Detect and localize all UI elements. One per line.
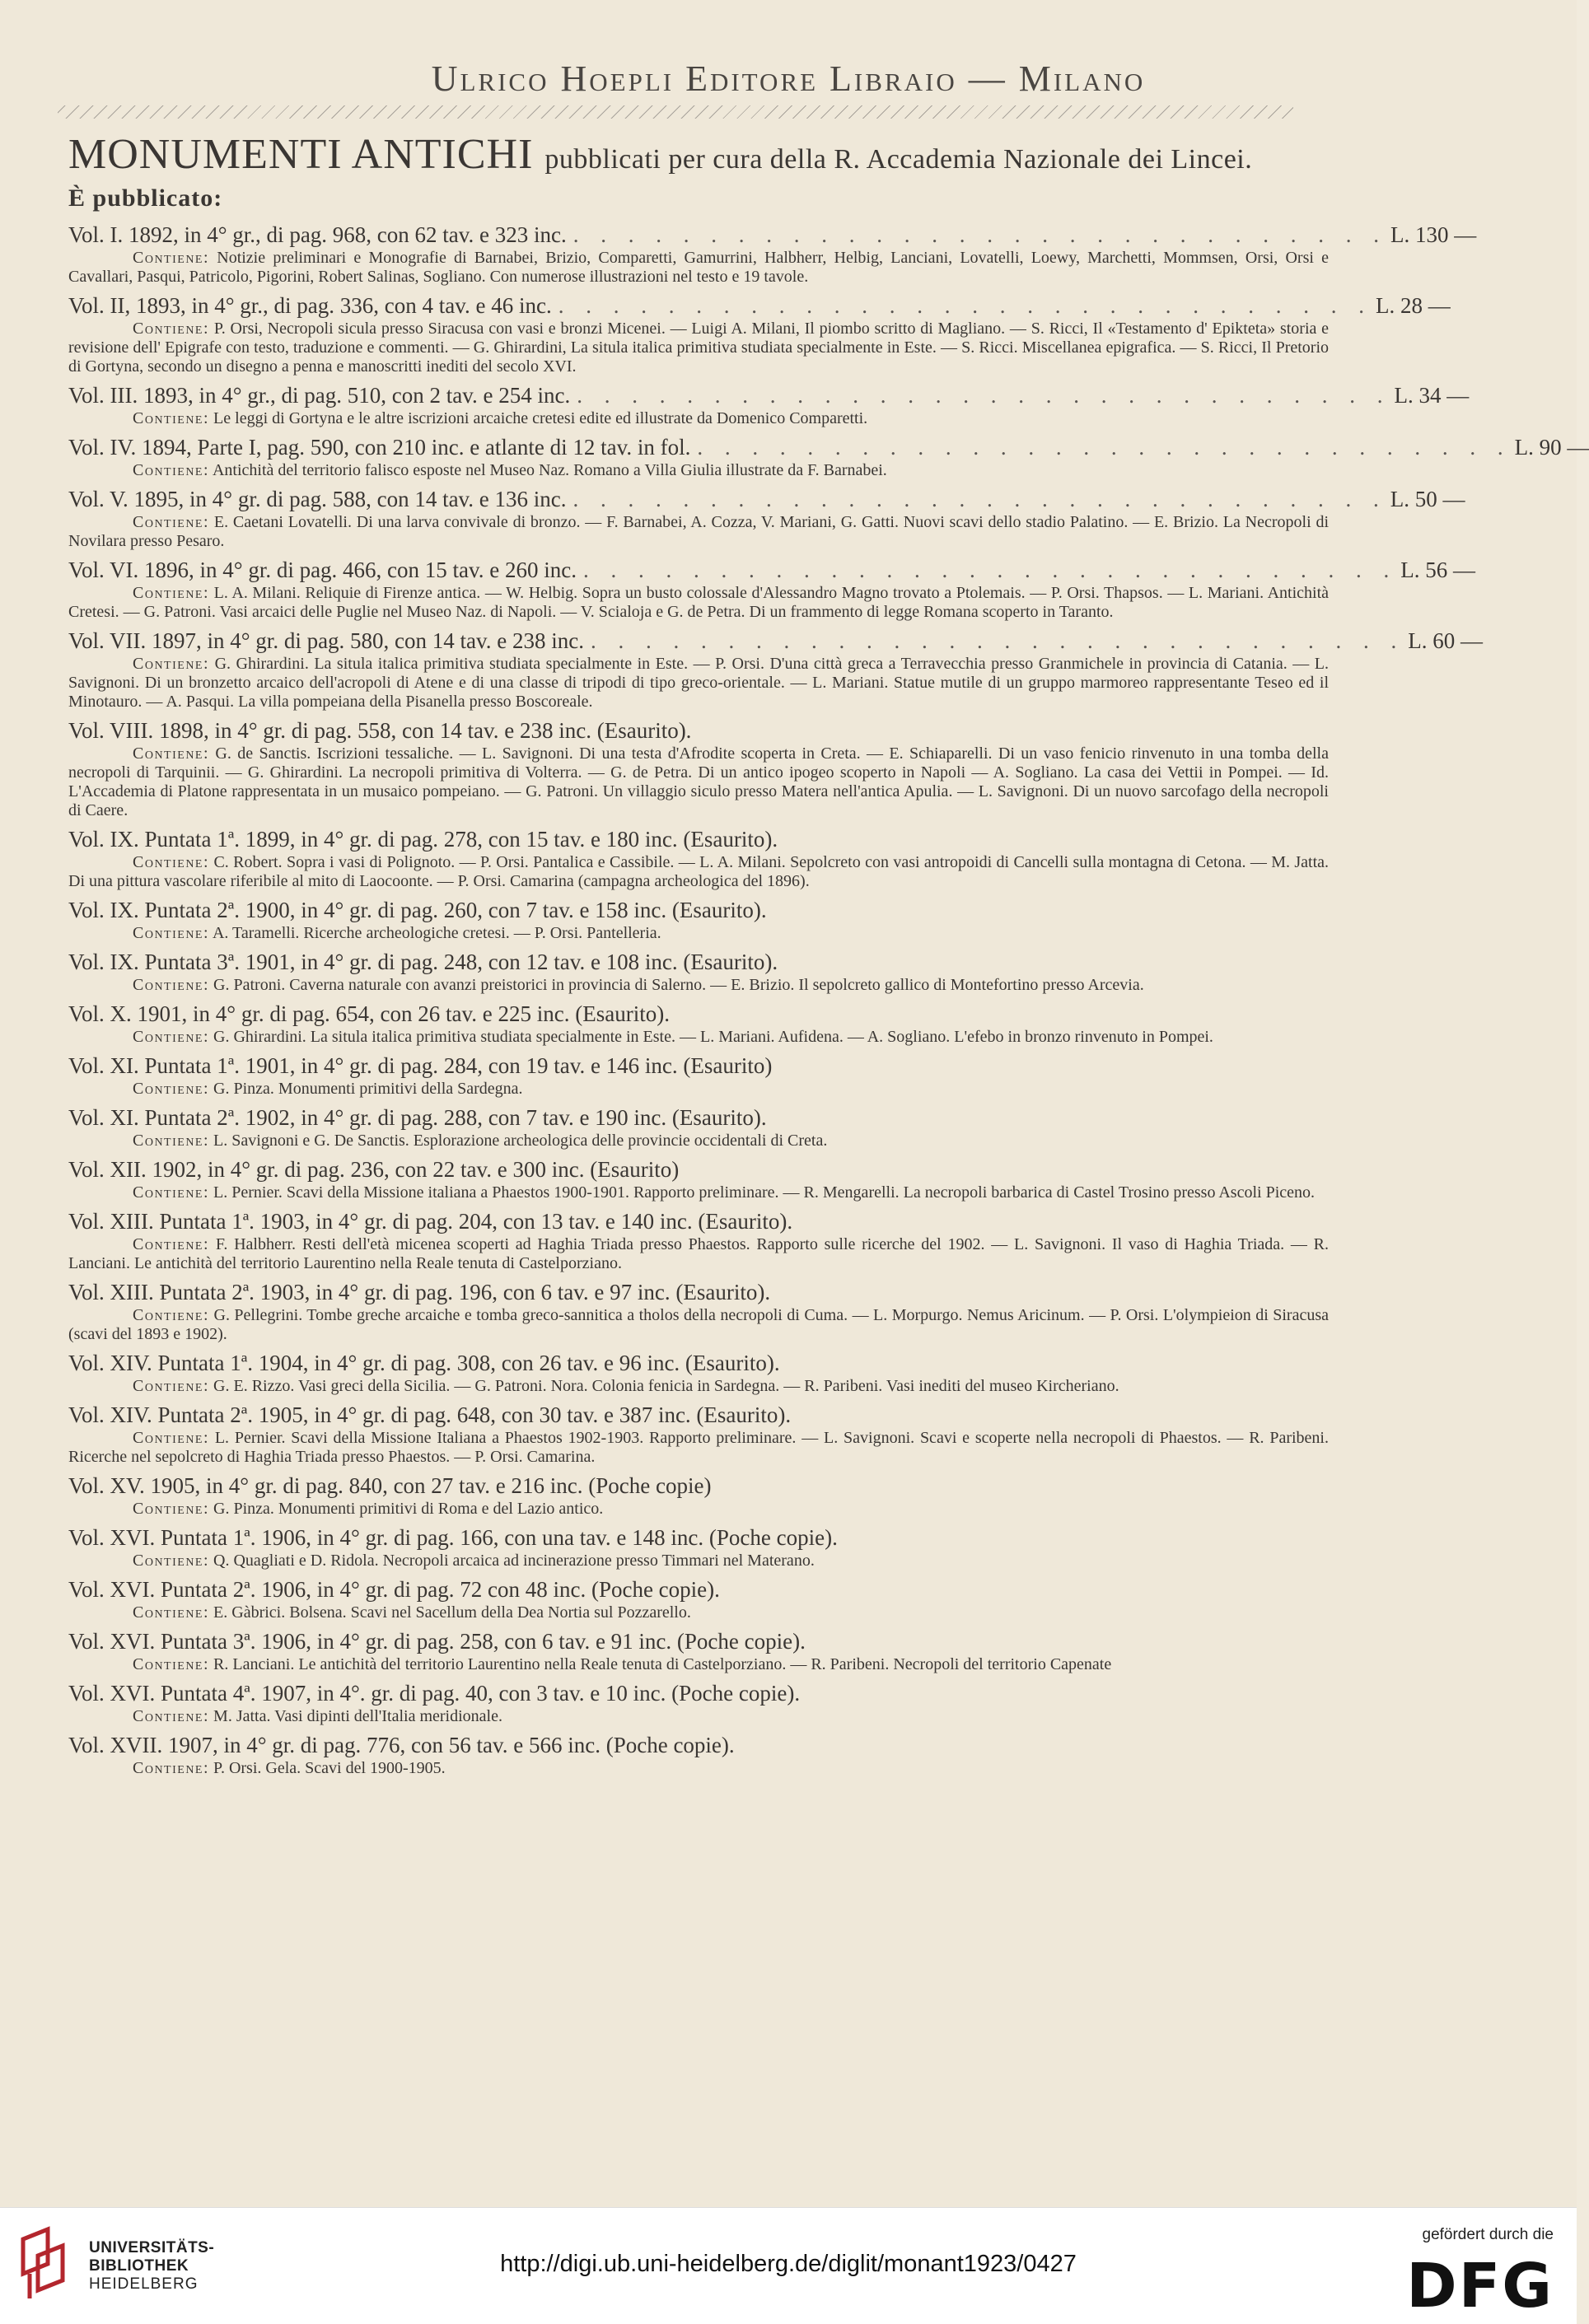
volume-entry — [68, 896, 1329, 943]
volume-entry — [68, 825, 1329, 891]
volume-entry — [68, 1524, 1329, 1570]
volume-description: Vol. XIII. Puntata 1ª. 1903, in 4° gr. di pag. 204, con 13 tav. e 140 inc. (Esaurito). — [68, 1209, 793, 1234]
contents-label: Contiene: — [133, 1552, 210, 1570]
contents-label: Contiene: — [133, 655, 210, 673]
volume-line — [68, 1052, 1329, 1080]
contents-label: Contiene: — [133, 1429, 210, 1447]
contents-text: L. Savignoni e G. De Sanctis. Esplorazione archeologica delle provincie occidentali di Creta. — [213, 1132, 828, 1150]
leader-dots: . . . . . . . . . . . . . . . . . . . . . . . . . . . . . . — [590, 628, 1405, 653]
volume-entry — [68, 1155, 1329, 1202]
volume-description: Vol. XI. Puntata 2ª. 1902, in 4° gr. di pag. 288, con 7 tav. e 190 inc. (Esaurito). — [68, 1105, 767, 1130]
volume-line — [68, 1104, 1329, 1132]
volume-description: Vol. XI. Puntata 1ª. 1901, in 4° gr. di pag. 284, con 19 tav. e 146 inc. (Esaurito) — [68, 1053, 773, 1078]
volume-description: Vol. III. 1893, in 4° gr., di pag. 510, con 2 tav. e 254 inc. — [68, 383, 571, 408]
volume-contents — [68, 1377, 1329, 1396]
volume-contents — [68, 1306, 1329, 1344]
contents-label: Contiene: — [133, 924, 210, 942]
title-main: MONUMENTI ANTICHI — [68, 131, 534, 178]
volume-contents — [68, 655, 1329, 712]
volume-description: Vol. XVI. Puntata 4ª. 1907, in 4°. gr. di pag. 40, con 3 tav. e 10 inc. (Poche copie). — [68, 1681, 801, 1706]
volume-contents — [68, 1429, 1329, 1467]
volume-price: L. 50 — — [1390, 487, 1465, 511]
contents-text: M. Jatta. Vasi dipinti dell'Italia meridionale. — [213, 1707, 502, 1725]
volume-contents — [68, 1707, 1329, 1726]
volume-contents — [68, 1603, 1329, 1622]
contents-text: F. Halbherr. Resti dell'età micenea scoperti ad Haghia Triada presso Phaestos. Rapporto sulle ricerche del 1902. — L. Savignoni. Il vaso di Haghia Triada. — R. Lanciani. Le antichità del territorio Laurentino nella Reale tenuta di Castelporziano. — [68, 1235, 1330, 1272]
volume-entry — [68, 1731, 1329, 1778]
volume-entry — [68, 221, 1477, 287]
contents-text: Le leggi di Gortyna e le altre iscrizioni arcaiche cretesi edite ed illustrate da Domenico Comparetti. — [213, 409, 868, 427]
volume-entry — [68, 716, 1329, 820]
volume-line — [68, 1679, 1329, 1707]
publisher-header: Ulrico Hoepli Editore Libraio — Milano — [431, 58, 1146, 99]
contents-label: Contiene: — [133, 976, 210, 994]
volume-contents — [68, 1080, 1329, 1099]
volume-line — [68, 221, 1477, 249]
contents-text: P. Orsi. Gela. Scavi del 1900-1905. — [213, 1759, 446, 1777]
contents-label: Contiene: — [133, 584, 210, 602]
volume-price: L. 28 — — [1375, 293, 1451, 318]
volume-line — [68, 1627, 1329, 1655]
volume-contents — [68, 1132, 1329, 1150]
volume-price: L. 130 — — [1390, 222, 1477, 247]
volume-description: Vol. XVI. Puntata 1ª. 1906, in 4° gr. di pag. 166, con una tav. e 148 inc. (Poche copie). — [68, 1525, 838, 1550]
volume-description: Vol. X. 1901, in 4° gr. di pag. 654, con 26 tav. e 225 inc. (Esaurito). — [68, 1001, 670, 1026]
volume-description: Vol. XVII. 1907, in 4° gr. di pag. 776, con 56 tav. e 566 inc. (Poche copie). — [68, 1733, 735, 1757]
dfg-logo: DFG — [1406, 2251, 1554, 2322]
contents-text: P. Orsi, Necropoli sicula presso Siracusa con vasi e bronzi Micenei. — Luigi A. Milani, Il piombo scritto di Magliano. — S. Ricci, Il «Testamento d' Epikteta» storia e revisione dell' Epigrafe con testo, traduzione e commenti. — G. Ghirardini, La situla italica primitiva studiata specialmente in Este. — S. Ricci. Miscellanea epigrafica. — S. Ricci, Il Pretorio di Gortyna, secondo un disegno a penna e manoscritti inediti del secolo XVI. — [68, 320, 1330, 376]
leader-dots: . . . . . . . . . . . . . . . . . . . . . . . . . . . . . . — [697, 435, 1512, 460]
volume-entry — [68, 1679, 1329, 1726]
volume-entry — [68, 1104, 1329, 1150]
contents-text: G. Patroni. Caverna naturale con avanzi preistorici in provincia di Salerno. — E. Brizio. Il sepolcreto gallico di Montefortino presso Arcevia. — [213, 976, 1144, 994]
volume-contents — [68, 1235, 1329, 1273]
contents-label: Contiene: — [133, 1132, 210, 1150]
funded-by-text: gefördert durch die — [1422, 2226, 1554, 2243]
volume-line — [68, 1000, 1329, 1028]
volume-contents — [68, 1655, 1329, 1674]
contents-text: A. Taramelli. Ricerche archeologiche cretesi. — P. Orsi. Pantelleria. — [212, 924, 661, 942]
contents-label: Contiene: — [133, 1603, 210, 1622]
volume-line — [68, 556, 1475, 584]
volume-entry — [68, 1575, 1329, 1622]
volume-line — [68, 1349, 1329, 1377]
contents-label: Contiene: — [133, 461, 210, 479]
page-title — [68, 130, 1252, 179]
contents-label: Contiene: — [133, 853, 210, 871]
volume-line — [68, 485, 1465, 513]
volume-line — [68, 433, 1589, 461]
volume-contents — [68, 853, 1329, 891]
contents-text: Q. Quagliati e D. Ridola. Necropoli arcaica ad incinerazione presso Timmari nel Materano. — [213, 1552, 815, 1570]
volume-description: Vol. I. 1892, in 4° gr., di pag. 968, con 62 tav. e 323 inc. — [68, 222, 567, 247]
volume-contents — [68, 320, 1329, 376]
volume-description: Vol. IX. Puntata 2ª. 1900, in 4° gr. di pag. 260, con 7 tav. e 158 inc. (Esaurito). — [68, 898, 767, 922]
volume-entry — [68, 556, 1475, 622]
volume-description: Vol. XIV. Puntata 1ª. 1904, in 4° gr. di pag. 308, con 26 tav. e 96 inc. (Esaurito). — [68, 1351, 780, 1375]
volume-entry — [68, 433, 1589, 480]
leader-dots: . . . . . . . . . . . . . . . . . . . . . . . . . . . . . . — [558, 293, 1372, 318]
institution-line: UNIVERSITÄTS- — [89, 2239, 215, 2256]
volume-entry — [68, 627, 1483, 712]
volume-contents — [68, 409, 1329, 428]
contents-text: G. Pinza. Monumenti primitivi della Sardegna. — [213, 1080, 523, 1098]
volume-contents — [68, 584, 1329, 622]
contents-text: G. Ghirardini. La situla italica primitiva studiata specialmente in Este. — L. Mariani. Aufidena. — A. Sogliano. L'efebo in bronzo rinvenuto in Pompei. — [213, 1028, 1213, 1046]
volume-contents — [68, 1552, 1329, 1570]
volume-line — [68, 1472, 1329, 1500]
contents-label: Contiene: — [133, 744, 210, 763]
volume-price: L. 34 — — [1394, 383, 1470, 408]
volume-line — [68, 1401, 1329, 1429]
contents-text: Antichità del territorio falisco esposte nel Museo Naz. Romano a Villa Giulia illustrate da F. Barnabei. — [212, 461, 887, 479]
volume-entry — [68, 1052, 1329, 1099]
contents-label: Contiene: — [133, 1377, 210, 1395]
volume-line — [68, 825, 1329, 853]
contents-label: Contiene: — [133, 1235, 210, 1253]
volume-line — [68, 1155, 1329, 1183]
volume-price: L. 60 — — [1408, 628, 1483, 653]
contents-label: Contiene: — [133, 1080, 210, 1098]
contents-label: Contiene: — [133, 320, 210, 338]
volume-description: Vol. XIII. Puntata 2ª. 1903, in 4° gr. di pag. 196, con 6 tav. e 97 inc. (Esaurito). — [68, 1280, 771, 1304]
leader-dots: . . . . . . . . . . . . . . . . . . . . . . . . . . . . . . — [577, 383, 1391, 408]
volume-line — [68, 1575, 1329, 1603]
contents-text: R. Lanciani. Le antichità del territorio Laurentino nella Reale tenuta di Castelporziano. — R. Paribeni. Necropoli del territorio Capenate — [213, 1655, 1112, 1673]
decorative-rule — [58, 105, 1293, 119]
volume-description: Vol. VII. 1897, in 4° gr. di pag. 580, con 14 tav. e 238 inc. — [68, 628, 584, 653]
volume-line — [68, 1731, 1329, 1759]
leader-dots: . . . . . . . . . . . . . . . . . . . . . . . . . . . . . . — [573, 222, 1387, 247]
contents-text: L. Pernier. Scavi della Missione Italiana a Phaestos 1902-1903. Rapporto preliminare. — L. Savignoni. Scavi e scoperte nella necropoli di Phaestos. — R. Paribeni. Ricerche nel sepolcreto di Haghia Triada presso Phaestos. — P. Orsi. Camarina. — [68, 1429, 1329, 1466]
volume-description: Vol. XIV. Puntata 2ª. 1905, in 4° gr. di pag. 648, con 30 tav. e 387 inc. (Esaurito). — [68, 1402, 792, 1427]
volume-description: Vol. II, 1893, in 4° gr., di pag. 336, con 4 tav. e 46 inc. — [68, 293, 552, 318]
contents-text: L. A. Milani. Reliquie di Firenze antica. — W. Helbig. Sopra un busto colossale d'Alessandro Magno trovato a Ptolemais. — P. Orsi. Thapsos. — L. Mariani. Antichità Cretesi. — G. Patroni. Vasi arcaici delle Puglie nel Museo Naz. di Napoli. — V. Scialoja e G. de Petra. Di un frammento di legge Romana scoperto in Taranto. — [68, 584, 1329, 621]
volume-entry — [68, 292, 1451, 376]
volume-contents — [68, 1500, 1329, 1519]
volume-contents — [68, 1028, 1329, 1047]
volume-price: L. 56 — — [1400, 558, 1475, 582]
volume-description: Vol. IX. Puntata 3ª. 1901, in 4° gr. di pag. 248, con 12 tav. e 108 inc. (Esaurito). — [68, 950, 778, 974]
volume-line — [68, 948, 1329, 976]
contents-label: Contiene: — [133, 1655, 210, 1673]
volume-line — [68, 292, 1451, 320]
volume-description: Vol. V. 1895, in 4° gr. di pag. 588, con 14 tav. e 136 inc. — [68, 487, 567, 511]
contents-label: Contiene: — [133, 249, 210, 267]
volume-entry — [68, 1401, 1329, 1467]
contents-text: G. Ghirardini. La situla italica primitiva studiata specialmente in Este. — P. Orsi. D'una città greca a Terravecchia presso Granmichele in provincia di Catania. — L. Savignoni. Di un bronzetto arcaico dell'acropoli di Atene e di una classe di tripodi di tipo greco-orientale. — L. Mariani. Statue mutile di un gruppo marmoreo rappresentante Teseo ed il Minotauro. — A. Pasqui. La villa pompeiana della Pisanella presso Boscoreale. — [68, 655, 1329, 711]
contents-text: G. de Sanctis. Iscrizioni tessaliche. — L. Savignoni. Di una testa d'Afrodite scoperta in Creta. — E. Schiaparelli. Di un vaso fenicio rinvenuto in una tomba della necropoli di Tarquinii. — G. Ghirardini. La necropoli primitiva di Volterra. — G. de Petra. Di un antico ipogeo scoperto in Napoli — A. Sogliano. La casa dei Vettii in Pompei. — Id. L'Accademia di Platone rappresentata in un musaico pompeiano. — G. Patroni. Un villaggio siculo presso Matera nell'antica Apulia. — L. Savignoni. Di un nuovo sarcofago della necropoli di Caere. — [68, 744, 1329, 819]
volume-line — [68, 1524, 1329, 1552]
title-sub: pubblicati per cura della R. Accademia Nazionale dei Lincei. — [544, 144, 1253, 175]
contents-label: Contiene: — [133, 409, 210, 427]
volume-line — [68, 716, 1329, 744]
footer-bar — [0, 2207, 1577, 2324]
volume-contents — [68, 513, 1329, 551]
source-url-link[interactable]: http://digi.ub.uni-heidelberg.de/diglit/monant1923/0427 — [500, 2251, 1077, 2277]
contents-label: Contiene: — [133, 1183, 210, 1202]
contents-label: Contiene: — [133, 1028, 210, 1046]
volume-contents — [68, 924, 1329, 943]
published-label: È pubblicato: — [68, 184, 223, 212]
volume-entry — [68, 1278, 1329, 1344]
volume-contents — [68, 744, 1329, 820]
contents-text: G. Pellegrini. Tombe greche arcaiche e tomba greco-sannitica a tholos della necropoli di Cuma. — L. Morpurgo. Nemus Aricinum. — P. Orsi. L'olympieion di Siracusa (scavi del 1893 e 1902). — [68, 1306, 1330, 1343]
volume-description: Vol. XV. 1905, in 4° gr. di pag. 840, con 27 tav. e 216 inc. (Poche copie) — [68, 1473, 712, 1498]
contents-text: G. E. Rizzo. Vasi greci della Sicilia. — G. Patroni. Nora. Colonia fenicia in Sardegna. — R. Paribeni. Vasi inediti del museo Kircheriano. — [213, 1377, 1119, 1395]
volume-contents — [68, 249, 1329, 287]
volume-entry — [68, 1627, 1329, 1674]
contents-text: E. Caetani Lovatelli. Di una larva convivale di bronzo. — F. Barnabei, A. Cozza, V. Mariani, G. Gatti. Nuovi scavi dello stadio Palatino. — E. Brizio. La Necropoli di Novilara presso Pesaro. — [68, 513, 1330, 550]
volume-line — [68, 1207, 1329, 1235]
volume-entry — [68, 1472, 1329, 1519]
volume-contents — [68, 976, 1329, 995]
volume-line — [68, 381, 1470, 409]
contents-text: E. Gàbrici. Bolsena. Scavi nel Sacellum della Dea Nortia sul Pozzarello. — [213, 1603, 691, 1622]
volume-contents — [68, 461, 1329, 480]
contents-label: Contiene: — [133, 1306, 210, 1324]
volume-description: Vol. VI. 1896, in 4° gr. di pag. 466, con 15 tav. e 260 inc. — [68, 558, 577, 582]
volume-entry — [68, 1000, 1329, 1047]
volume-line — [68, 1278, 1329, 1306]
leader-dots: . . . . . . . . . . . . . . . . . . . . . . . . . . . . . . — [573, 487, 1387, 511]
institution-line: HEIDELBERG — [89, 2275, 199, 2293]
contents-text: C. Robert. Sopra i vasi di Polignoto. — P. Orsi. Pantalica e Cassibile. — L. A. Milani. Sepolcreto con vasi antropoidi di Cancelli sulla montagna di Cetona. — M. Jatta. Di una pittura vascolare riferibile al mito di Laocoonte. — P. Orsi. Camarina (campagna archeologica del 1896). — [68, 853, 1330, 890]
contents-label: Contiene: — [133, 1759, 210, 1777]
volume-description: Vol. XVI. Puntata 2ª. 1906, in 4° gr. di pag. 72 con 48 inc. (Poche copie). — [68, 1577, 720, 1602]
volume-entry — [68, 1207, 1329, 1273]
volume-line — [68, 896, 1329, 924]
volume-description: Vol. XII. 1902, in 4° gr. di pag. 236, con 22 tav. e 300 inc. (Esaurito) — [68, 1157, 680, 1182]
volume-description: Vol. VIII. 1898, in 4° gr. di pag. 558, con 14 tav. e 238 inc. (Esaurito). — [68, 718, 692, 743]
volume-description: Vol. XVI. Puntata 3ª. 1906, in 4° gr. di pag. 258, con 6 tav. e 91 inc. (Poche copie). — [68, 1629, 806, 1654]
volume-line — [68, 627, 1483, 655]
volume-list — [68, 221, 1589, 1783]
institution-line: BIBLIOTHEK — [89, 2257, 189, 2275]
leader-dots: . . . . . . . . . . . . . . . . . . . . . . . . . . . . . . — [583, 558, 1398, 582]
volume-entry — [68, 948, 1329, 995]
contents-label: Contiene: — [133, 1707, 210, 1725]
volume-entry — [68, 1349, 1329, 1396]
contents-text: Notizie preliminari e Monografie di Barnabei, Brizio, Comparetti, Gamurrini, Halbherr, Helbig, Lanciani, Lovatelli, Loewy, Marchetti, Mommsen, Orsi, Orsi e Cavallari, Pasqui, Patricolo, Pigorini, Robert Salinas, Sogliano. Con numerose illustrazioni nel testo e 19 tavole. — [68, 249, 1329, 286]
contents-label: Contiene: — [133, 513, 210, 531]
volume-description: Vol. IV. 1894, Parte I, pag. 590, con 210 inc. e atlante di 12 tav. in fol. — [68, 435, 691, 460]
contents-label: Contiene: — [133, 1500, 210, 1518]
contents-text: L. Pernier. Scavi della Missione italiana a Phaestos 1900-1901. Rapporto preliminare. — R. Mengarelli. La necropoli barbarica di Castel Trosino presso Ascoli Piceno. — [213, 1183, 1315, 1202]
volume-entry — [68, 381, 1470, 428]
volume-description: Vol. IX. Puntata 1ª. 1899, in 4° gr. di pag. 278, con 15 tav. e 180 inc. (Esaurito). — [68, 827, 778, 852]
volume-entry — [68, 485, 1465, 551]
volume-price: L. 90 — — [1514, 435, 1589, 460]
volume-contents — [68, 1759, 1329, 1778]
volume-contents — [68, 1183, 1329, 1202]
contents-text: G. Pinza. Monumenti primitivi di Roma e del Lazio antico. — [213, 1500, 604, 1518]
